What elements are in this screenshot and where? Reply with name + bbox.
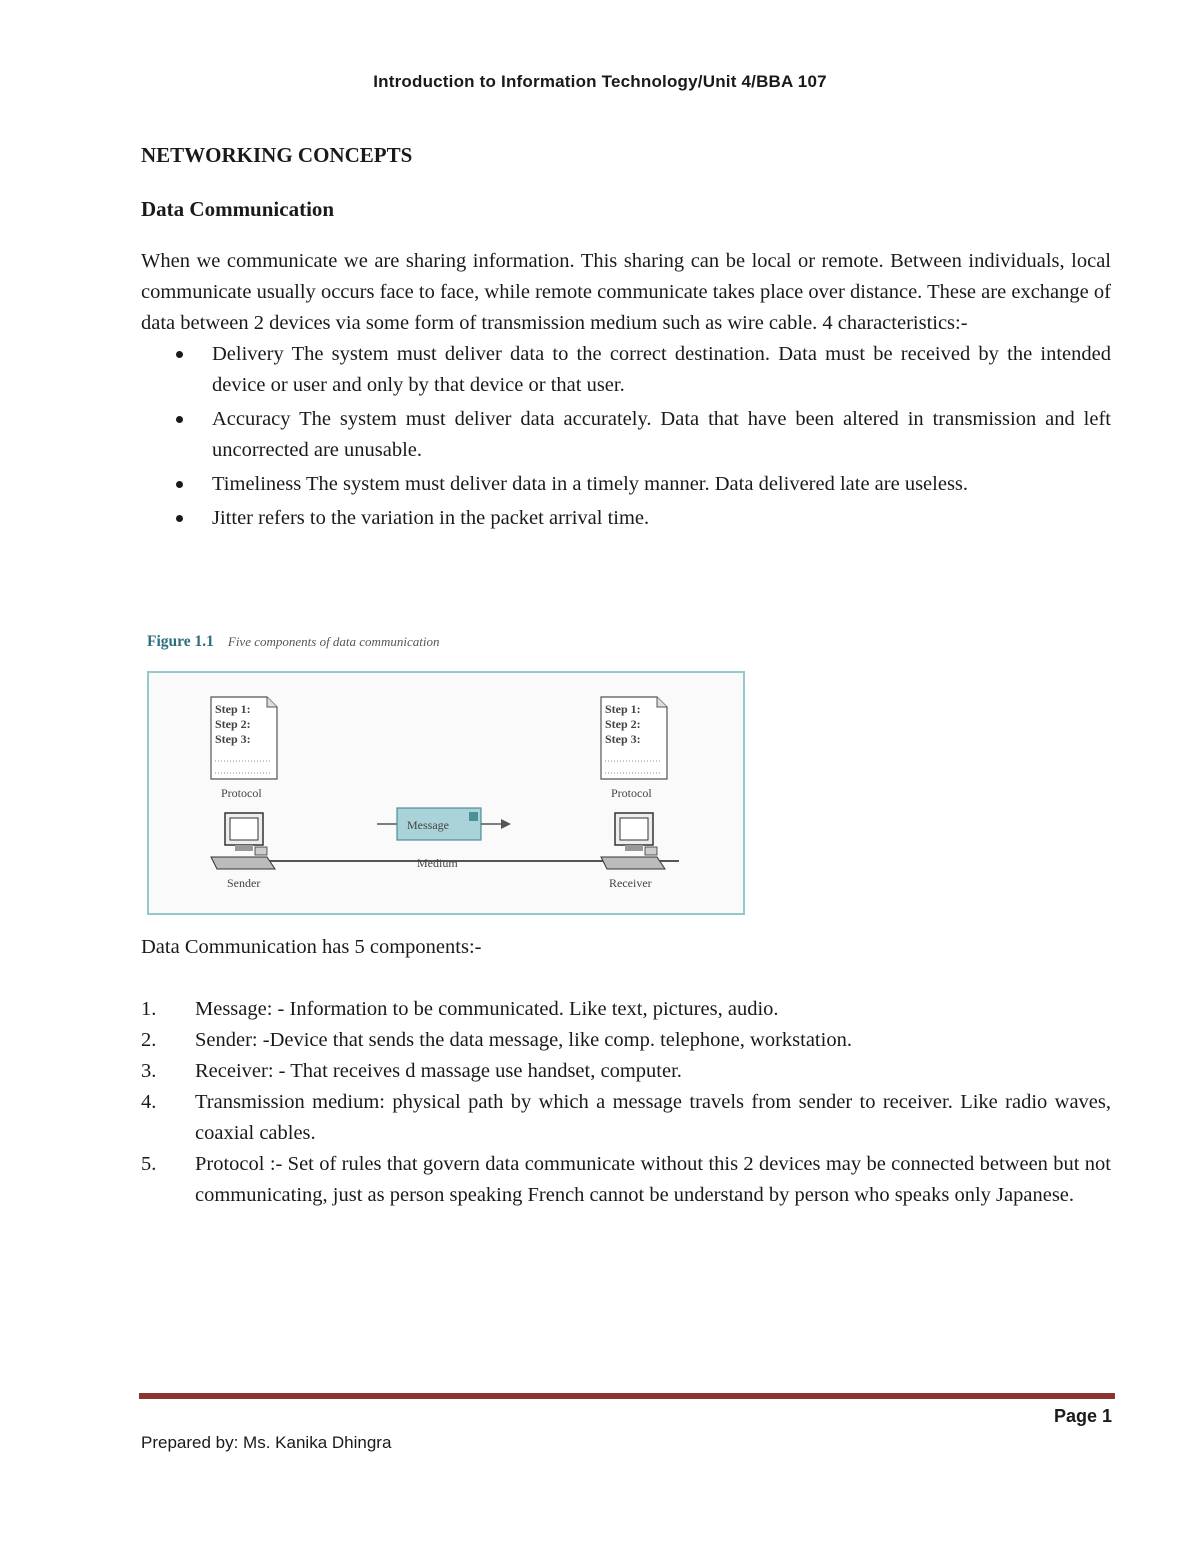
- page-header: Introduction to Information Technology/Unit 4/BBA 107: [373, 72, 827, 91]
- protocol-label: Protocol: [611, 786, 652, 800]
- diagram-svg: [149, 673, 743, 913]
- component-text: Receiver: - That receives d massage use handset, computer.: [195, 1060, 682, 1082]
- protocol-label: Protocol: [221, 786, 262, 800]
- list-number: 4.: [141, 1091, 157, 1113]
- list-item: [141, 994, 1111, 1025]
- list-item: [141, 469, 1111, 500]
- list-item: [141, 339, 1111, 401]
- list-item: [141, 1025, 1111, 1056]
- component-text: Transmission medium: physical path by which a message travels from sender to receiver. Like radio waves, coaxial cables.: [195, 1091, 1111, 1144]
- characteristic-text: Accuracy The system must deliver data accurately. Data that have been altered in transmission and left uncorrected are unusable.: [212, 408, 1111, 461]
- characteristics-list: [141, 339, 1111, 534]
- list-item: [141, 1149, 1111, 1211]
- message-indicator-icon: [469, 812, 478, 821]
- bullet-icon: [176, 481, 183, 488]
- list-number: 3.: [141, 1060, 157, 1082]
- characteristic-text: Jitter refers to the variation in the packet arrival time.: [212, 507, 650, 529]
- medium-label: Medium: [417, 856, 458, 870]
- receiver-computer-icon: [601, 813, 665, 869]
- section-heading: Data Communication: [141, 197, 335, 221]
- list-item: [141, 1087, 1111, 1149]
- characteristic-text: Timeliness The system must deliver data in a timely manner. Data delivered late are useless.: [212, 473, 969, 495]
- figure: [147, 633, 747, 918]
- intro-paragraph: When we communicate we are sharing information. This sharing can be local or remote. Between individuals, local communicate usually occurs face to face, while remote communicate takes place over distance. These are exchange of data between 2 devices via some form of transmission medium such as wire cable. 4 characteristics:-: [141, 250, 1111, 334]
- component-text: Message: - Information to be communicated. Like text, pictures, audio.: [195, 998, 779, 1020]
- figure-number: Figure 1.1: [147, 633, 214, 650]
- receiver-label: Receiver: [609, 876, 652, 890]
- components-list: [141, 994, 1111, 1211]
- component-text: Sender: -Device that sends the data message, like comp. telephone, workstation.: [195, 1029, 852, 1051]
- message-label: Message: [407, 818, 449, 832]
- arrow-right-icon: [501, 819, 511, 829]
- step-label: Step 1:: [215, 702, 251, 716]
- bullet-icon: [176, 515, 183, 522]
- document-title: NETWORKING CONCEPTS: [141, 143, 413, 167]
- page-number: Page 1: [1053, 1406, 1112, 1426]
- list-item: [141, 404, 1111, 466]
- prepared-by: Prepared by: Ms. Kanika Dhingra: [141, 1433, 392, 1452]
- bullet-icon: [176, 351, 183, 358]
- step-label: Step 2:: [215, 717, 251, 731]
- components-intro: Data Communication has 5 components:-: [141, 936, 482, 958]
- step-label: Step 1:: [605, 702, 641, 716]
- step-label: Step 3:: [215, 732, 251, 746]
- characteristic-text: Delivery The system must deliver data to the correct destination. Data must be received by the intended device or user and only by that device or that user.: [212, 343, 1111, 396]
- list-item: [141, 503, 1111, 534]
- footer-divider: [139, 1393, 1115, 1399]
- main-content: [141, 138, 1111, 537]
- figure-caption: [147, 633, 747, 651]
- component-text: Protocol :- Set of rules that govern data communicate without this 2 devices may be connected between but not communicating, just as person speaking French cannot be understand by person who speaks only Japanese.: [195, 1153, 1111, 1206]
- sender-computer-icon: [211, 813, 275, 869]
- bullet-icon: [176, 416, 183, 423]
- sender-label: Sender: [227, 876, 261, 890]
- list-number: 2.: [141, 1029, 157, 1051]
- step-label: Step 3:: [605, 732, 641, 746]
- list-number: 5.: [141, 1153, 157, 1175]
- step-label: Step 2:: [605, 717, 641, 731]
- list-number: 1.: [141, 998, 157, 1020]
- list-item: [141, 1056, 1111, 1087]
- figure-caption-text: Five components of data communication: [227, 634, 440, 649]
- figure-diagram: [147, 671, 745, 915]
